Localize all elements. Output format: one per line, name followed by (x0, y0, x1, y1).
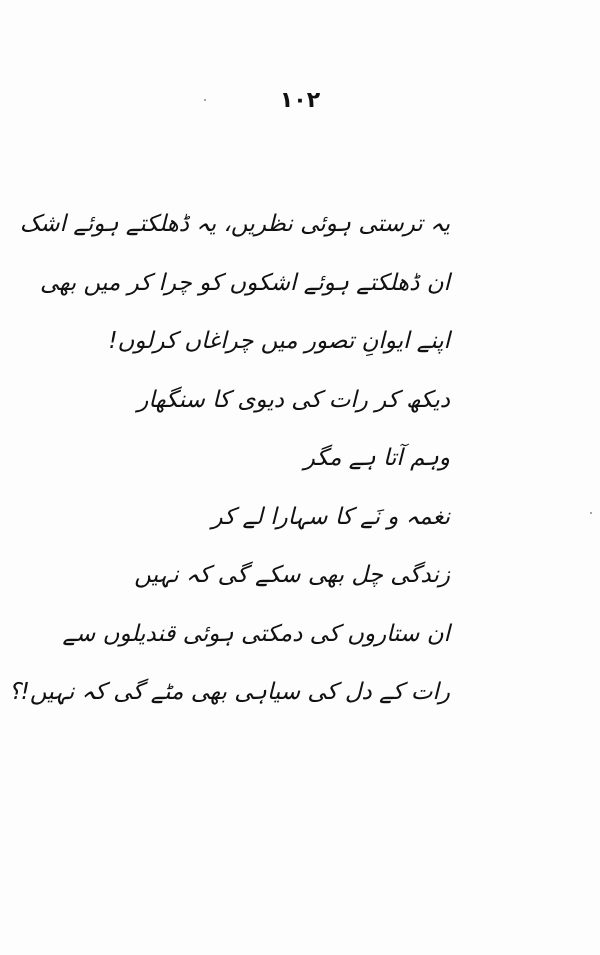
page-number: ۱۰۲ (279, 88, 321, 113)
paper-speck (204, 99, 206, 101)
poem-block (8, 205, 450, 732)
poem-line: اپنے ایوانِ تصور میں چراغاں کرلوں! (108, 328, 450, 354)
poem-line: ان ڈھلکتے ہوئے اشکوں کو چرا کر میں بھی (40, 269, 450, 296)
poem-line: دیکھ کر رات کی دیوی کا سنگھار (137, 386, 450, 413)
poem-line: یہ ترستی ہوئی نظریں، یہ ڈھلکتے ہوئے اشک (19, 211, 450, 237)
poem-line: زندگی چل بھی سکے گی کہ نہیں (134, 562, 450, 588)
poem-line: نغمہ و نَے کا سہارا لے کر (211, 503, 450, 530)
poem-line: رات کے دل کی سیاہی بھی مٹے گی کہ نہیں!؟ (8, 679, 450, 705)
poem-line: وہم آتا ہے مگر (303, 445, 450, 471)
paper-speck (590, 512, 592, 514)
poem-line: ان ستاروں کی دمکتی ہوئی قندیلوں سے (62, 620, 450, 647)
